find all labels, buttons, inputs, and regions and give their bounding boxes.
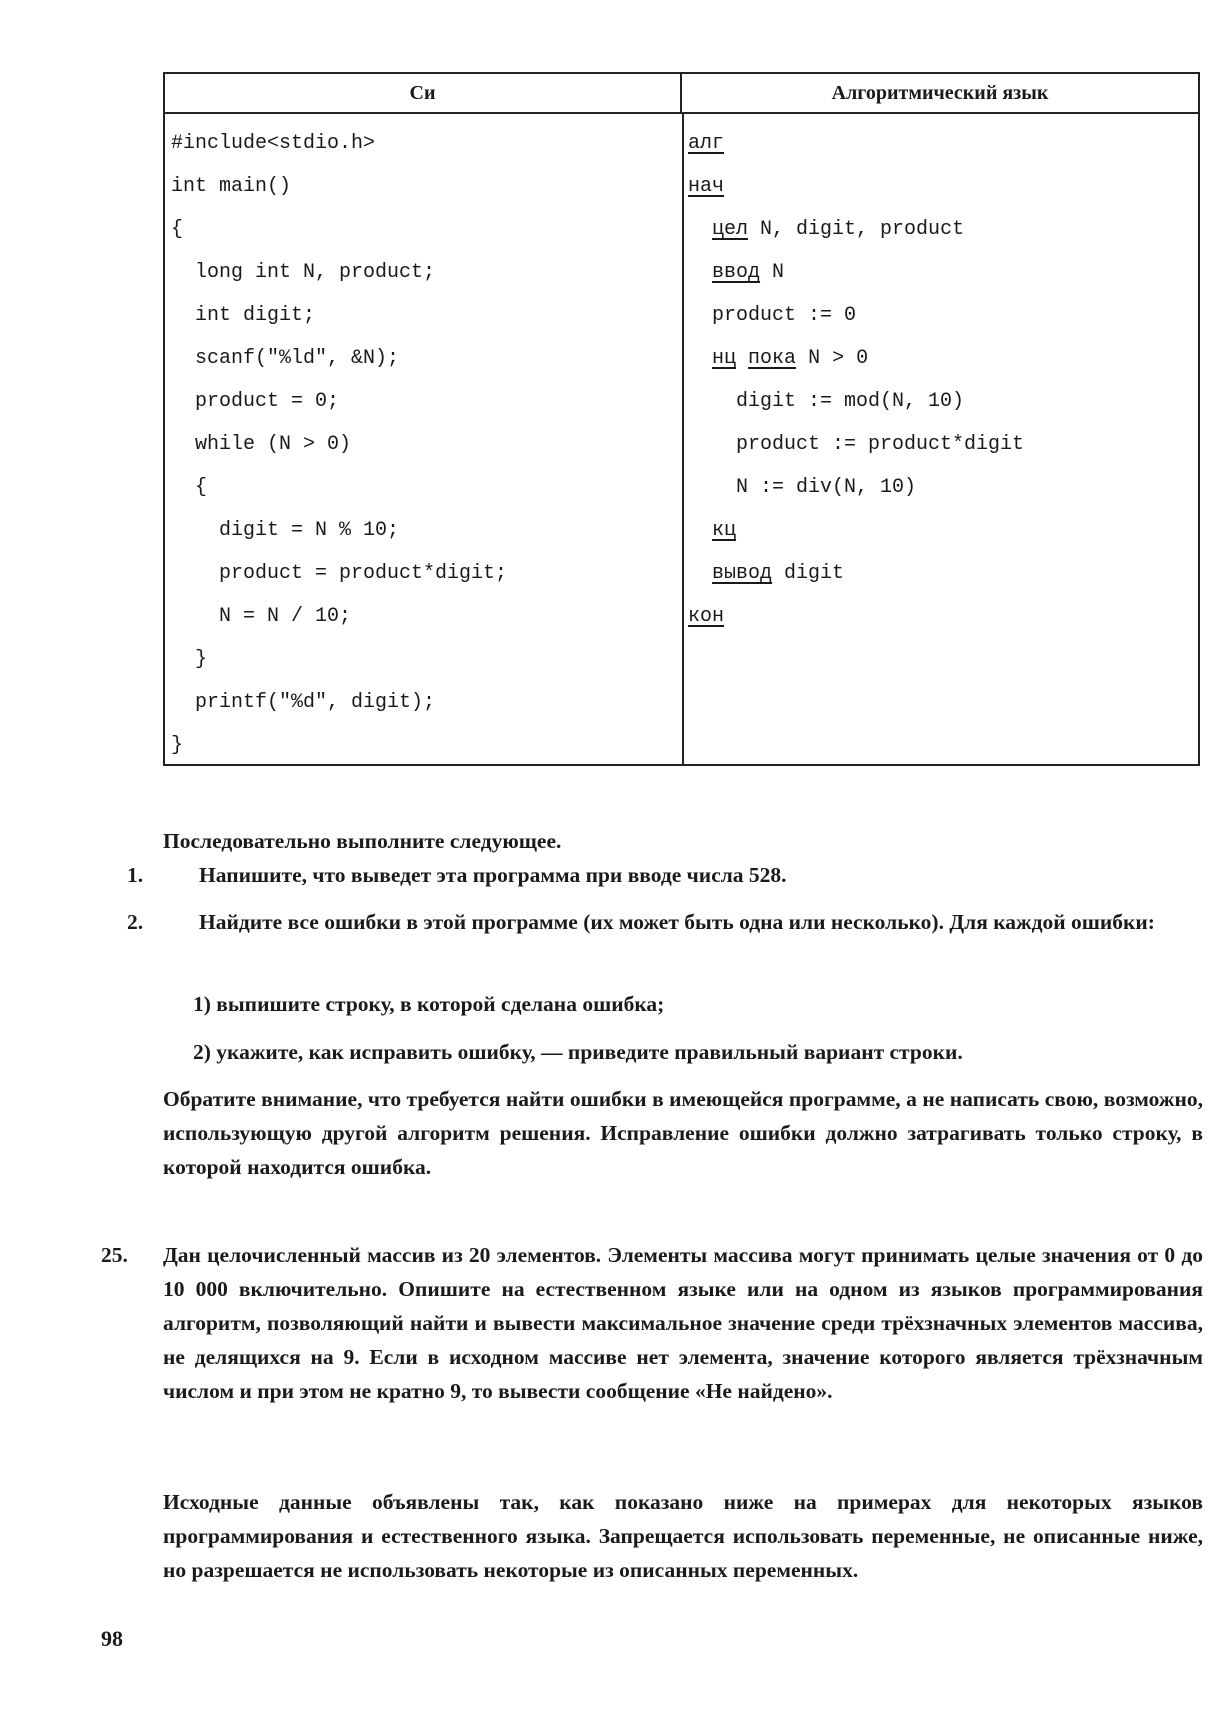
c-code-line: scanf("%ld", &N);	[171, 347, 400, 370]
c-code-line: printf("%d", digit);	[171, 691, 436, 714]
alg-indent	[688, 476, 736, 499]
alg-keyword: вывод	[712, 562, 773, 585]
alg-code-text: product := 0	[712, 304, 857, 327]
alg-code-line	[688, 344, 1024, 387]
alg-keyword: алг	[688, 132, 725, 155]
alg-keyword: кц	[712, 519, 737, 542]
instructions-intro: Последовательно выполните следующее.	[163, 829, 562, 853]
alg-code-text: digit	[772, 562, 845, 585]
header-algorithmic-language: Алгоритмический язык	[682, 74, 1198, 114]
c-code-line: product = product*digit;	[171, 562, 508, 585]
instructions-note: Обратите внимание, что требуется найти ошибки в имеющейся программе, а не написать свою, возможно, использующую другой алгоритм решения. Исправление ошибки должно затрагивать только строку, в которой находится ошибка.	[163, 1087, 1203, 1179]
c-code-line: product = 0;	[171, 390, 340, 413]
alg-indent	[688, 390, 736, 413]
task-25-number: 25.	[101, 1243, 128, 1267]
alg-code-line	[688, 172, 1024, 215]
header-c: Си	[165, 74, 682, 114]
c-code-line: digit = N % 10;	[171, 519, 400, 542]
sub-item-2: 2) укажите, как исправить ошибку, — приведите правильный вариант строки.	[193, 1040, 963, 1064]
alg-code-line	[688, 602, 1024, 645]
alg-code-text: N, digit, product	[748, 218, 965, 241]
c-code-line: int main()	[171, 175, 292, 198]
instruction-item-2	[127, 905, 1222, 939]
alg-keyword: цел	[712, 218, 749, 241]
alg-indent	[688, 347, 712, 370]
alg-code-line	[688, 215, 1024, 258]
alg-keyword: нц	[712, 347, 737, 370]
alg-keyword: ввод	[712, 261, 761, 284]
alg-code-line	[688, 258, 1024, 301]
sub-item-1: 1) выпишите строку, в которой сделана ошибка;	[193, 992, 665, 1016]
task-25-text: Дан целочисленный массив из 20 элементов. Элементы массива могут принимать целые значения от 0 до 10 000 включительно. Опишите на естественном языке или на одном из языков программирования алгоритм, позволяющий найти и вывести максимальное значение среди трёхзначных элементов массива, не делящихся на 9. Если в исходном массиве нет элемента, значение которого является трёхзначным числом и при этом не кратно 9, то вывести сообщение «Не найдено».	[163, 1243, 1203, 1403]
item-1-text: Напишите, что выведет эта программа при вводе числа 528.	[199, 863, 787, 887]
c-code-line: int digit;	[171, 304, 316, 327]
alg-keyword: кон	[688, 605, 725, 628]
alg-code-text: N	[760, 261, 785, 284]
c-code-line: }	[171, 734, 184, 757]
alg-code-text: digit := mod(N, 10)	[736, 390, 965, 413]
alg-code-column	[688, 129, 1024, 645]
alg-code-line	[688, 301, 1024, 344]
alg-code-line	[688, 559, 1024, 602]
c-code-line: long int N, product;	[171, 261, 436, 284]
instruction-item-1	[127, 858, 1222, 892]
column-divider	[682, 112, 684, 764]
alg-indent	[688, 304, 712, 327]
c-code-line: while (N > 0)	[171, 433, 352, 456]
c-code-line: #include<stdio.h>	[171, 132, 376, 155]
alg-indent	[688, 562, 712, 585]
alg-code-line	[688, 430, 1024, 473]
alg-code-text: product := product*digit	[736, 433, 1025, 456]
alg-code-line	[688, 473, 1024, 516]
alg-code-text: N > 0	[796, 347, 869, 370]
alg-code-line	[688, 129, 1024, 172]
alg-code-line	[688, 516, 1024, 559]
task-25-text-2: Исходные данные объявлены так, как показано ниже на примерах для некоторых языков программирования и естественного языка. Запрещается использовать переменные, не описанные ниже, но разрешается не использовать некоторые из описанных переменных.	[163, 1490, 1203, 1582]
item-2-text: Найдите все ошибки в этой программе (их может быть одна или несколько). Для каждой ошибки:	[199, 910, 1155, 934]
item-2-number: 2.	[127, 910, 144, 934]
code-comparison-table	[163, 72, 1200, 766]
c-code-column	[171, 129, 507, 774]
alg-indent	[688, 519, 712, 542]
c-code-line: {	[171, 218, 184, 241]
alg-indent	[688, 218, 712, 241]
alg-keyword: нач	[688, 175, 725, 198]
page-number: 98	[101, 1626, 123, 1651]
alg-keyword: пока	[748, 347, 797, 370]
alg-indent	[688, 433, 736, 456]
c-code-line: }	[171, 648, 208, 671]
item-1-number: 1.	[127, 863, 144, 887]
alg-code-line	[688, 387, 1024, 430]
alg-indent	[688, 261, 712, 284]
c-code-line: {	[171, 476, 208, 499]
alg-space	[736, 347, 748, 370]
alg-code-text: N := div(N, 10)	[736, 476, 917, 499]
c-code-line: N = N / 10;	[171, 605, 352, 628]
